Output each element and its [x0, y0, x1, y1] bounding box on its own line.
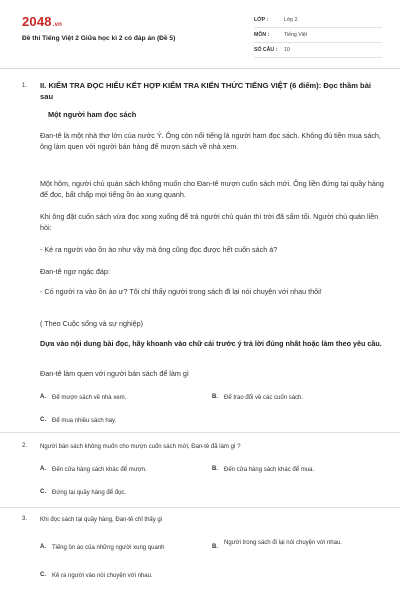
story-title: Một người ham đọc sách: [48, 110, 137, 119]
option-text: Đứng tại quầy hàng để đọc.: [52, 490, 127, 496]
option-letter: A.: [40, 544, 46, 550]
meta-key: LỚP :: [254, 17, 269, 23]
meta-row-subject: [254, 28, 382, 43]
option-text: Để mượn sách về nhà xem.: [52, 395, 127, 401]
story-paragraph-3: [40, 211, 385, 233]
option-text: Để mua nhiều sách hay.: [52, 418, 117, 424]
option-text: Kẻ ra người vào nói chuyện với nhau.: [52, 573, 153, 579]
option-letter: B.: [212, 466, 218, 472]
option-c[interactable]: [40, 572, 153, 581]
option-text: Đến cửa hàng sách khác để mượn.: [52, 467, 147, 473]
option-a[interactable]: [40, 394, 126, 403]
meta-row-class: [254, 13, 382, 28]
meta-value: 10: [284, 47, 290, 53]
option-letter: B.: [212, 394, 218, 400]
option-letter: A.: [40, 466, 46, 472]
story-paragraph-4: [40, 244, 385, 255]
section-title: II. KIỂM TRA ĐỌC HIỂU KẾT HỢP KIỂM TRA KIẾN THỨC TIẾNG VIỆT (6 điểm): Đọc thầm bài sau: [40, 81, 372, 101]
option-text: Để trao đổi về các cuốn sách.: [224, 395, 304, 401]
site-logo[interactable]: 2048.vn: [22, 14, 63, 29]
story-paragraph-1: [40, 130, 385, 152]
question-prompt: Người bán sách không muốn cho mượn cuốn sách mới, Đan-tê đã làm gì ?: [40, 444, 241, 450]
document-title: Đề thi Tiếng Việt 2 Giữa học kì 2 có đáp án (Đề 5): [22, 35, 176, 42]
instruction-text: Dựa vào nội dung bài đọc, hãy khoanh vào chữ cái trước ý trả lời đúng nhất hoặc làm theo yêu cầu.: [40, 339, 382, 348]
story-paragraph-5: [40, 266, 385, 277]
instruction: [40, 338, 385, 349]
option-letter: B.: [212, 544, 218, 550]
paragraph-text: Một hôm, người chủ quán sách không muốn cho Đan-tê mượn cuốn sách mới. Ông liền đứng tại quầy hàng để đọc, bất chấp mọi tiếng ồn ào xung quanh.: [40, 179, 384, 199]
question-divider: [0, 432, 400, 433]
option-c[interactable]: [40, 489, 126, 498]
question-number: 2.: [22, 443, 28, 449]
meta-table: [254, 13, 382, 58]
question-divider: [0, 507, 400, 508]
meta-value: Lớp 2: [284, 17, 298, 23]
source-text: ( Theo Cuộc sống và sự nghiệp): [40, 319, 143, 328]
paragraph-text: - Kẻ ra người vào ồn ào như vậy mà ông cũng đọc được hết cuốn sách à?: [40, 245, 278, 254]
option-letter: C.: [40, 572, 46, 578]
option-b[interactable]: [212, 466, 314, 475]
question-body: [40, 80, 385, 102]
question-text: [40, 368, 385, 379]
option-a[interactable]: [40, 466, 147, 475]
header-divider: [0, 68, 400, 69]
option-text: Người trong sách đi lại nói chuyện với nhau.: [224, 540, 342, 546]
paragraph-text: Đan-tê ngơ ngác đáp:: [40, 267, 110, 276]
story-paragraph-6: [40, 286, 385, 297]
option-a[interactable]: [40, 544, 165, 553]
question-prompt: Khi đọc sách tại quầy hàng, Đan-tê chỉ thấy gì: [40, 517, 163, 523]
question-text: [40, 516, 385, 525]
story-source: [40, 318, 385, 329]
question-number: 3.: [22, 516, 28, 522]
option-b[interactable]: [212, 394, 303, 403]
meta-key: MÔN :: [254, 32, 270, 38]
option-text: Tiếng ồn ào của những người xung quanh: [52, 545, 165, 551]
option-letter: A.: [40, 394, 46, 400]
story-title-wrap: [40, 110, 385, 119]
question-prompt: Đan-tê làm quen với người bán sách để làm gì: [40, 369, 189, 378]
meta-row-count: [254, 43, 382, 58]
paragraph-text: - Có người ra vào ồn ào ư? Tôi chỉ thấy người trong sách đi lại nói chuyện với nhau thôi!: [40, 287, 322, 296]
option-letter: C.: [40, 489, 46, 495]
question-text: [40, 443, 385, 452]
story-paragraph-2: [40, 178, 385, 200]
meta-value: Tiếng Việt: [284, 32, 308, 38]
option-b[interactable]: [212, 539, 362, 550]
option-c[interactable]: [40, 417, 116, 426]
document-header: [0, 0, 400, 66]
paragraph-text: Đan-tê là một nhà thơ lớn của nước Ý. Ông còn nổi tiếng là người ham đọc sách. Không đủ tiền mua sách, ông làm quen với người bán hàng để mượn sách về nhà xem.: [40, 131, 381, 151]
option-letter: C.: [40, 417, 46, 423]
meta-key: SỐ CÂU :: [254, 47, 278, 53]
question-number: 1.: [22, 83, 28, 89]
paragraph-text: Khi ông đặt cuốn sách vừa đọc xong xuống để trả người chủ quán thì trời đã sẩm tối. Người chủ quán liền hỏi:: [40, 212, 379, 232]
option-text: Đến cửa hàng sách khác để mua.: [224, 467, 315, 473]
